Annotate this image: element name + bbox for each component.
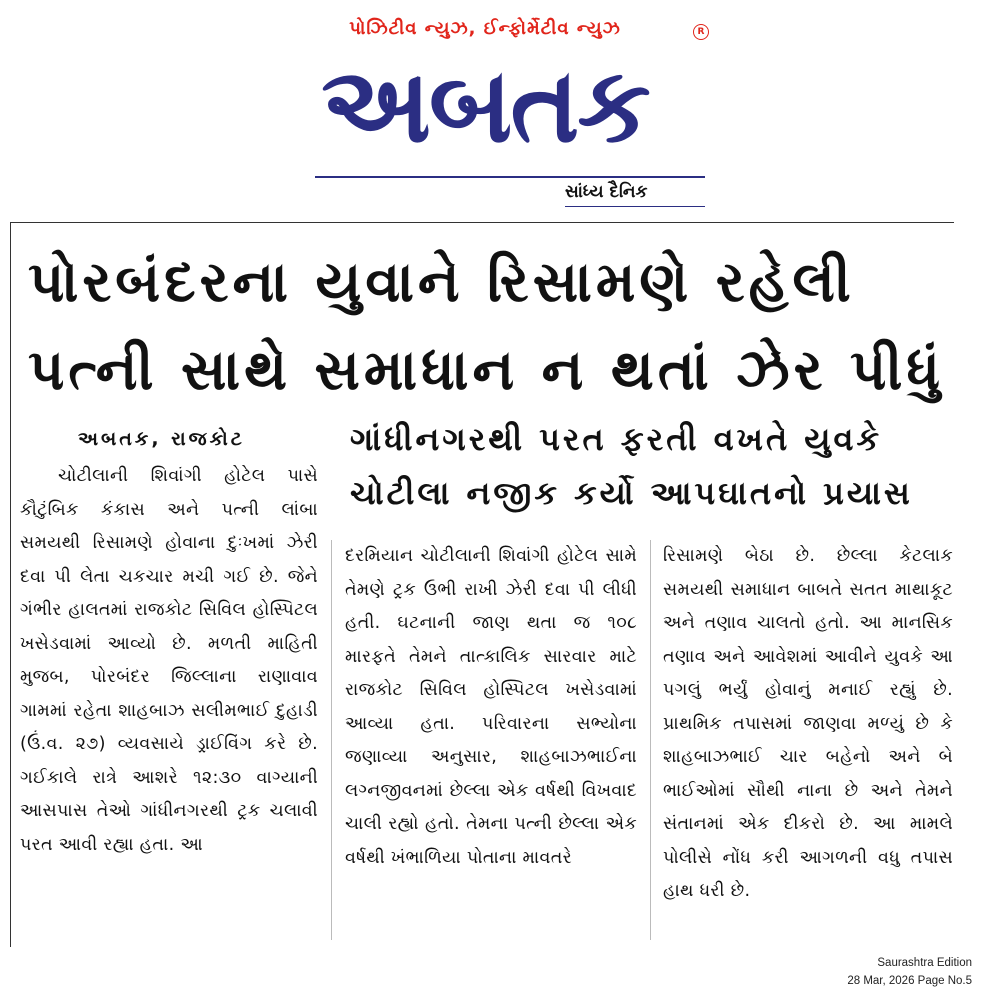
masthead-divider — [315, 176, 705, 178]
headline-line-1: પોરબંદરના યુવાને રિસામણે રહેલી — [28, 250, 855, 315]
column-divider — [650, 540, 651, 940]
page-top-rule — [10, 222, 954, 223]
registered-mark-icon: R — [693, 24, 709, 40]
page-left-rule — [10, 222, 11, 947]
article-column-1 — [20, 460, 318, 862]
edition-underline — [565, 206, 705, 207]
headline-line-2: પત્ની સાથે સમાધાન ન થતાં ઝેર પીધું — [28, 338, 945, 403]
article-column-3 — [663, 540, 953, 909]
masthead — [265, 10, 715, 210]
newspaper-logo: અબતક — [321, 44, 649, 166]
footer-date-page: 28 Mar, 2026 Page No.5 — [847, 975, 972, 987]
article-paragraph: દરમિયાન ચોટીલાની શિવાંગી હોટેલ સામે તેમણે ટ્રક ઉભી રાખી ઝેરી દવા પી લીધી હતી. ઘટનાની જાણ થતા જ ૧૦૮ મારફતે તેમને તાત્કાલિક સારવાર માટે રાજકોટ સિવિલ હોસ્પિટલ ખસેડવામાં આવ્યા હતા. પરિવારના સભ્યોના જણાવ્યા અનુસાર, શાહબાઝભાઈના લગ્નજીવનમાં છેલ્લા એક વર્ષથી વિખવાદ ચાલી રહ્યો હતો. તેમના પત્ની છેલ્લા એક વર્ષથી ખંભાળિયા પોતાના માવતરે — [345, 546, 637, 868]
article-paragraph: રિસામણે બેઠા છે. છેલ્લા કેટલાક સમયથી સમાધાન બાબતે સતત માથાકૂટ અને તણાવ ચાલતો હતો. આ માનસિક તણાવ અને આવેશમાં આવીને યુવકે આ પગલું ભર્યું હોવાનું મનાઈ રહ્યું છે. પ્રાથમિક તપાસમાં જાણવા મળ્યું છે કે શાહબાઝભાઈ ચાર બહેનો અને બે ભાઈઓમાં સૌથી નાના છે અને તેમને સંતાનમાં એક દીકરો છે. આ મામલે પોલીસે નોંધ કરી આગળની વધુ તપાસ હાથ ધરી છે. — [663, 546, 953, 901]
subheadline-line-2: ચોટીલા નજીક કર્યો આપઘાતનો પ્રયાસ — [350, 474, 913, 512]
masthead-tagline: પોઝિટીવ ન્યુઝ, ઈન્ફોર્મેટીવ ન્યુઝ — [349, 18, 621, 39]
column-divider — [331, 540, 332, 940]
article-paragraph: ચોટીલાની શિવાંગી હોટેલ પાસે કૌટુંબિક કંકાસ અને પત્ની લાંબા સમયથી રિસામણે હોવાના દુઃખમાં ઝેરી દવા પી લેતા ચકચાર મચી ગઈ છે. જેને ગંભીર હાલતમાં રાજકોટ સિવિલ હોસ્પિટલ ખસેડવામાં આવ્યો છે. મળતી માહિતી મુજબ, પોરબંદર જિલ્લાના રાણાવાવ ગામમાં રહેતા શાહબાઝ સલીમભાઈ દુહાડી (ઉં.વ. ૨૭) વ્યવસાયે ડ્રાઈવિંગ કરે છે. ગઈકાલે રાત્રે આશરે ૧૨:૩૦ વાગ્યાની આસપાસ તેઓ ગાંધીનગરથી ટ્રક ચલાવી પરત આવી રહ્યા હતા. આ — [20, 466, 318, 855]
footer-edition: Saurashtra Edition — [877, 957, 972, 969]
edition-type-label: સાંધ્ય દૈનિક — [565, 182, 648, 202]
subheadline-line-1: ગાંધીનગરથી પરત ફરતી વખતે યુવકે — [350, 420, 883, 458]
byline: અબતક, રાજકોટ — [78, 428, 245, 450]
article-column-2 — [345, 540, 637, 875]
